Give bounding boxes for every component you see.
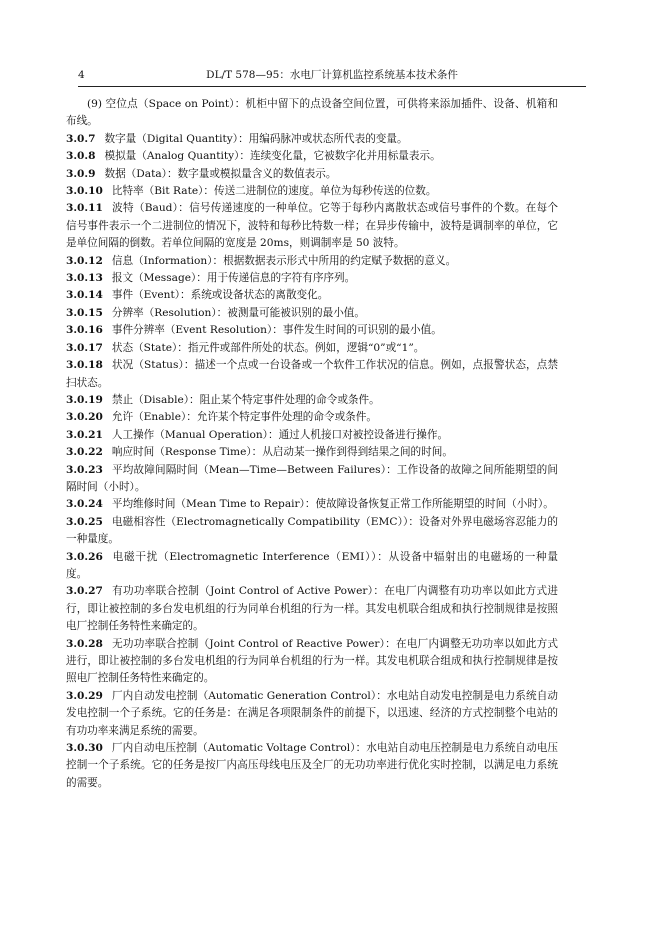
term-paragraph	[66, 253, 558, 270]
term-paragraph	[66, 200, 558, 252]
term-paragraph	[66, 270, 558, 287]
term-text: 状况（Status）：描述一个点或一台设备或一个软件工作状况的信息。例如，点报警状态，点禁扫状态。	[66, 359, 558, 389]
term-text: 无功功率联合控制（Joint Control of Reactive Power）：在电厂内调整无功功率以如此方式进行，即让被控制的多台发电机组的行为同单台机组的行为一样。其发电机联合组成和执行控制规律是按照电厂控制任务特性来确定的。	[66, 637, 558, 685]
term-paragraph	[66, 740, 558, 792]
term-text: 响应时间（Response Time）：从启动某一操作到得到结果之间的时间。	[111, 446, 453, 459]
term-number: 3.0.27	[66, 585, 103, 598]
term-number: 3.0.12	[66, 254, 103, 267]
term-number: 3.0.9	[66, 167, 96, 180]
term-number: 3.0.14	[66, 289, 103, 302]
term-paragraph	[66, 409, 558, 426]
term-paragraph	[66, 131, 558, 148]
term-number: 3.0.16	[66, 324, 103, 337]
term-number: 3.0.7	[66, 132, 96, 145]
term-paragraph	[66, 148, 558, 165]
term-paragraph	[66, 357, 558, 392]
term-text: 事件（Event）：系统或设备状态的离散变化。	[111, 289, 329, 302]
term-text: 有功功率联合控制（Joint Control of Active Power）：在电厂内调整有功功率以如此方式进行，即让被控制的多台发电机组的行为同单台机组的行为一样。其发电机联合组成和执行控制规律是按照电厂控制任务特性来确定的。	[66, 585, 558, 633]
term-text: 平均维修时间（Mean Time to Repair）：使故障设备恢复正常工作所能期望的时间（小时）。	[111, 498, 554, 511]
term-number: 3.0.28	[66, 637, 103, 650]
term-paragraph	[66, 636, 558, 688]
term-paragraph	[66, 322, 558, 339]
document-body	[66, 96, 558, 792]
header-rule	[78, 86, 586, 87]
page-header	[78, 68, 586, 82]
header-title: DL/T 578—95：水电厂计算机监控系统基本技术条件	[206, 69, 458, 81]
term-text: 报文（Message）：用于传递信息的字符有序序列。	[111, 272, 356, 285]
term-text: 比特率（Bit Rate）：传送二进制位的速度。单位为每秒传送的位数。	[111, 185, 437, 198]
terms-list	[66, 131, 558, 792]
term-number: 3.0.8	[66, 150, 96, 163]
term-text: 状态（State）：指元件或部件所处的状态。例如，逻辑“0”或“1”。	[111, 341, 425, 354]
term-number: 3.0.24	[66, 498, 103, 511]
term-paragraph	[66, 340, 558, 357]
term-text: 电磁干扰（Electromagnetic Interference（EMI））：从设备中辐射出的电磁场的一种量度。	[66, 550, 558, 580]
page-number: 4	[78, 69, 85, 81]
term-text: 人工操作（Manual Operation）：通过人机接口对被控设备进行操作。	[111, 428, 449, 441]
term-text: 模拟量（Analog Quantity）：连续变化量，它被数字化并用标量表示。	[104, 150, 441, 163]
term-paragraph	[66, 392, 558, 409]
term-text: 数字量（Digital Quantity）：用编码脉冲或状态所代表的变量。	[104, 132, 408, 145]
term-text: 波特（Baud）：信号传递速度的一种单位。它等于每秒内离散状态或信号事件的个数。在每个信号事件表示一个二进制位的情况下，波特和每秒比特数一样；在异步传输中，波特是调制率的单位，它是单位间隔的倒数。若单位间隔的宽度是 20ms，则调制率是 50 波特。	[66, 202, 558, 250]
term-number: 3.0.26	[66, 550, 103, 563]
term-text: 事件分辨率（Event Resolution）：事件发生时间的可识别的最小值。	[111, 324, 442, 337]
term-paragraph	[66, 462, 558, 497]
term-text: 分辨率（Resolution）：被测量可能被识别的最小值。	[111, 306, 365, 319]
term-paragraph	[66, 496, 558, 513]
term-text: 允许（Enable）：允许某个特定事件处理的命令或条件。	[111, 411, 377, 424]
term-text: 电磁相容性（Electromagnetically Compatibility（EMC））：设备对外界电磁场容忍能力的一种量度。	[66, 515, 558, 546]
term-text: 禁止（Disable）：阻止某个特定事件处理的命令或条件。	[111, 393, 380, 406]
term-number: 3.0.22	[66, 446, 103, 459]
term-paragraph	[66, 688, 558, 740]
term-paragraph	[66, 305, 558, 322]
term-text: 信息（Information）：根据数据表示形式中所用的约定赋予数据的意义。	[111, 254, 457, 267]
term-text: 数据（Data）：数字量或模拟量含义的数值表示。	[104, 167, 337, 180]
term-number: 3.0.10	[66, 185, 103, 198]
term-text: 厂内自动电压控制（Automatic Voltage Control）：水电站自动电压控制是电力系统自动电压控制一个子系统。它的任务是按厂内高压母线电压及全厂的无功功率进行优化实时控制，以满足电力系统的需要。	[66, 742, 558, 789]
term-number: 3.0.15	[66, 306, 103, 319]
term-paragraph	[66, 427, 558, 444]
term-number: 3.0.19	[66, 393, 103, 406]
term-number: 3.0.21	[66, 428, 103, 441]
term-number: 3.0.23	[66, 463, 103, 476]
term-number: 3.0.20	[66, 411, 103, 424]
term-paragraph	[66, 444, 558, 461]
term-paragraph	[66, 583, 558, 635]
term-paragraph	[66, 287, 558, 304]
term-text: 平均故障间隔时间（Mean—Time—Between Failures）：工作设备的故障之间所能期望的间隔时间（小时）。	[66, 463, 558, 493]
term-paragraph	[66, 514, 558, 549]
term-number: 3.0.11	[66, 202, 103, 215]
term-number: 3.0.17	[66, 341, 103, 354]
term-paragraph	[66, 549, 558, 584]
term-paragraph	[66, 183, 558, 200]
intro-paragraph: (9) 空位点（Space on Point）：机柜中留下的点设备空间位置，可供将来添加插件、设备、机箱和布线。	[66, 98, 558, 128]
term-number: 3.0.18	[66, 359, 103, 372]
term-paragraph	[66, 166, 558, 183]
term-number: 3.0.30	[66, 742, 103, 755]
term-text: 厂内自动发电控制（Automatic Generation Control）：水电站自动发电控制是电力系统自动发电控制一个子系统。它的任务是：在满足各项限制条件的前提下，以迅速、经济的方式控制整个电站的有功功率来满足系统的需要。	[66, 689, 558, 737]
term-number: 3.0.13	[66, 272, 103, 285]
term-number: 3.0.25	[66, 515, 103, 528]
term-number: 3.0.29	[66, 689, 103, 702]
